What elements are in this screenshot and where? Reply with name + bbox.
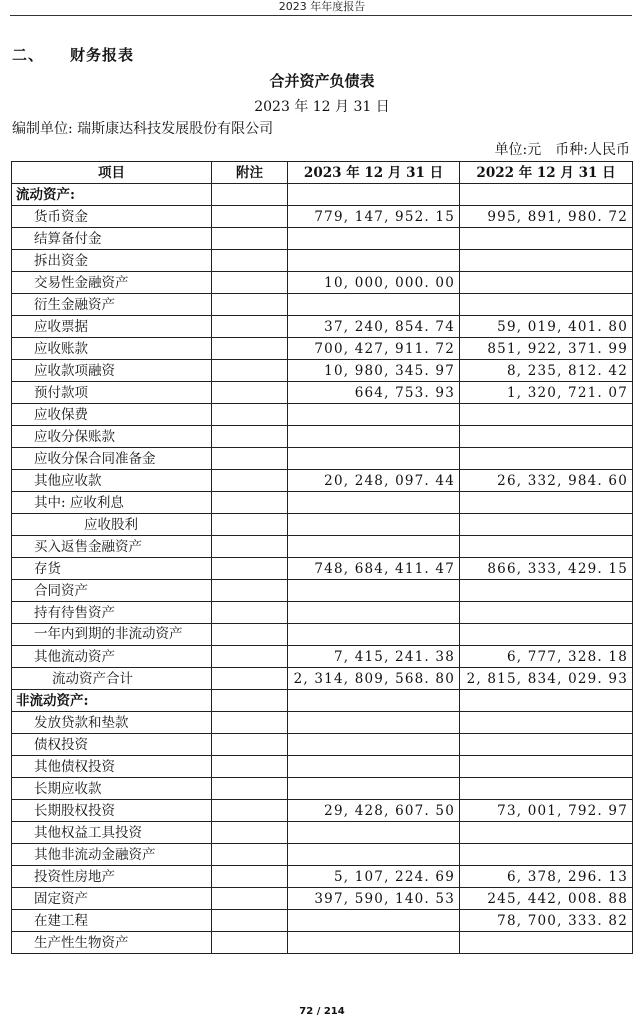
row-value-2023: 664, 753. 93: [288, 382, 460, 404]
row-value-2023: [288, 426, 460, 448]
table-row: [12, 206, 633, 228]
row-value-2022: 6, 378, 296. 13: [460, 866, 633, 888]
row-item-label: 结算备付金: [12, 228, 212, 250]
row-value-2023: [288, 250, 460, 272]
row-value-2023: [288, 690, 460, 712]
table-row: [12, 866, 633, 888]
row-note: [212, 734, 288, 756]
row-note: [212, 316, 288, 338]
row-value-2023: 10, 980, 345. 97: [288, 360, 460, 382]
row-note: [212, 756, 288, 778]
row-item-label: 其他流动资产: [12, 646, 212, 668]
row-value-2022: 59, 019, 401. 80: [460, 316, 633, 338]
row-value-2022: 866, 333, 429. 15: [460, 558, 633, 580]
table-row: [12, 228, 633, 250]
row-value-2023: 779, 147, 952. 15: [288, 206, 460, 228]
balance-sheet-table: [11, 161, 633, 954]
row-value-2022: [460, 536, 633, 558]
row-item-label: 长期股权投资: [12, 800, 212, 822]
row-value-2023: [288, 580, 460, 602]
row-item-label: 生产性生物资产: [12, 932, 212, 954]
table-row: [12, 910, 633, 932]
row-item-label: 应收分保账款: [12, 426, 212, 448]
row-item-label: 非流动资产:: [12, 690, 212, 712]
row-note: [212, 932, 288, 954]
column-header-item: 项目: [12, 162, 212, 184]
currency-label: 币种:人民币: [555, 142, 630, 158]
header-divider: [10, 15, 632, 16]
row-value-2022: [460, 492, 633, 514]
row-value-2022: 26, 332, 984. 60: [460, 470, 633, 492]
row-item-label: 流动资产合计: [12, 668, 212, 690]
table-row: [12, 734, 633, 756]
row-value-2023: [288, 778, 460, 800]
column-header-2023: 2023 年 12 月 31 日: [288, 162, 460, 184]
row-value-2023: [288, 492, 460, 514]
row-item-label: 应收款项融资: [12, 360, 212, 382]
row-value-2022: 2, 815, 834, 029. 93: [460, 668, 633, 690]
row-item-label: 应收账款: [12, 338, 212, 360]
row-value-2023: [288, 844, 460, 866]
row-item-label: 拆出资金: [12, 250, 212, 272]
row-item-label: 发放贷款和垫款: [12, 712, 212, 734]
row-value-2022: [460, 426, 633, 448]
table-row: [12, 646, 633, 668]
table-row: [12, 602, 633, 624]
row-note: [212, 844, 288, 866]
row-value-2022: [460, 184, 633, 206]
row-value-2022: 1, 320, 721. 07: [460, 382, 633, 404]
unit-currency-line: [495, 139, 630, 159]
row-note: [212, 602, 288, 624]
row-item-label: 债权投资: [12, 734, 212, 756]
row-note: [212, 624, 288, 646]
row-note: [212, 712, 288, 734]
table-row: [12, 536, 633, 558]
table-header-row: [12, 162, 633, 184]
row-item-label: 长期应收款: [12, 778, 212, 800]
table-row: [12, 470, 633, 492]
row-note: [212, 338, 288, 360]
row-item-label: 应收保费: [12, 404, 212, 426]
row-value-2023: [288, 228, 460, 250]
row-value-2022: 245, 442, 008. 88: [460, 888, 633, 910]
table-row: [12, 492, 633, 514]
row-note: [212, 470, 288, 492]
row-note: [212, 646, 288, 668]
row-value-2022: 8, 235, 812. 42: [460, 360, 633, 382]
row-item-label: 应收票据: [12, 316, 212, 338]
row-value-2023: [288, 910, 460, 932]
table-row: [12, 360, 633, 382]
table-row: [12, 448, 633, 470]
row-item-label: 投资性房地产: [12, 866, 212, 888]
row-item-label: 流动资产:: [12, 184, 212, 206]
row-note: [212, 382, 288, 404]
column-header-note: 附注: [212, 162, 288, 184]
section-title: 财务报表: [70, 46, 135, 64]
table-row: [12, 668, 633, 690]
row-item-label: 存货: [12, 558, 212, 580]
row-item-label: 一年内到期的非流动资产: [12, 624, 212, 646]
row-value-2023: 20, 248, 097. 44: [288, 470, 460, 492]
row-note: [212, 294, 288, 316]
row-item-label: 买入返售金融资产: [12, 536, 212, 558]
row-value-2023: [288, 536, 460, 558]
row-value-2023: [288, 602, 460, 624]
row-value-2023: 5, 107, 224. 69: [288, 866, 460, 888]
row-note: [212, 778, 288, 800]
row-value-2023: 7, 415, 241. 38: [288, 646, 460, 668]
row-value-2022: 995, 891, 980. 72: [460, 206, 633, 228]
table-row: [12, 250, 633, 272]
section-heading: [12, 44, 134, 65]
row-note: [212, 514, 288, 536]
row-value-2022: [460, 448, 633, 470]
table-row: [12, 756, 633, 778]
table-row: [12, 690, 633, 712]
row-item-label: 货币资金: [12, 206, 212, 228]
row-value-2022: [460, 228, 633, 250]
table-row: [12, 404, 633, 426]
row-item-label: 其他权益工具投资: [12, 822, 212, 844]
table-row: [12, 800, 633, 822]
row-note: [212, 800, 288, 822]
statement-date: 2023 年 12 月 31 日: [254, 99, 390, 115]
table-row: [12, 778, 633, 800]
row-value-2022: [460, 932, 633, 954]
table-row: [12, 272, 633, 294]
row-value-2022: [460, 690, 633, 712]
row-value-2023: [288, 294, 460, 316]
row-value-2022: [460, 294, 633, 316]
table-row: [12, 184, 633, 206]
row-note: [212, 250, 288, 272]
row-note: [212, 426, 288, 448]
row-note: [212, 448, 288, 470]
table-row: [12, 382, 633, 404]
row-item-label: 持有待售资产: [12, 602, 212, 624]
row-value-2023: 2, 314, 809, 568. 80: [288, 668, 460, 690]
row-note: [212, 206, 288, 228]
row-value-2022: [460, 624, 633, 646]
row-note: [212, 580, 288, 602]
preparing-entity: 编制单位: 瑞斯康达科技发展股份有限公司: [12, 121, 274, 137]
row-item-label: 其他应收款: [12, 470, 212, 492]
row-value-2023: [288, 756, 460, 778]
row-value-2023: [288, 514, 460, 536]
row-note: [212, 184, 288, 206]
row-value-2022: [460, 602, 633, 624]
row-note: [212, 228, 288, 250]
row-item-label: 衍生金融资产: [12, 294, 212, 316]
row-value-2022: 73, 001, 792. 97: [460, 800, 633, 822]
row-note: [212, 272, 288, 294]
table-row: [12, 514, 633, 536]
row-item-label: 预付款项: [12, 382, 212, 404]
row-value-2022: [460, 404, 633, 426]
row-value-2022: 78, 700, 333. 82: [460, 910, 633, 932]
row-item-label: 其中: 应收利息: [12, 492, 212, 514]
row-item-label: 固定资产: [12, 888, 212, 910]
row-value-2023: 10, 000, 000. 00: [288, 272, 460, 294]
row-value-2022: [460, 734, 633, 756]
page-header: 2023 年年度报告: [278, 0, 366, 13]
table-row: [12, 294, 633, 316]
row-value-2022: 6, 777, 328. 18: [460, 646, 633, 668]
table-row: [12, 316, 633, 338]
row-value-2022: 851, 922, 371. 99: [460, 338, 633, 360]
row-value-2022: [460, 272, 633, 294]
row-note: [212, 888, 288, 910]
row-item-label: 应收股利: [12, 514, 212, 536]
row-value-2023: 700, 427, 911. 72: [288, 338, 460, 360]
table-body: [12, 184, 633, 954]
row-value-2022: [460, 250, 633, 272]
row-value-2022: [460, 712, 633, 734]
section-number: 二、: [12, 46, 45, 64]
row-item-label: 合同资产: [12, 580, 212, 602]
row-value-2023: 29, 428, 607. 50: [288, 800, 460, 822]
row-value-2023: [288, 404, 460, 426]
row-item-label: 其他债权投资: [12, 756, 212, 778]
row-note: [212, 558, 288, 580]
unit-label: 单位:元: [494, 142, 542, 158]
row-item-label: 其他非流动金融资产: [12, 844, 212, 866]
row-note: [212, 866, 288, 888]
table-row: [12, 844, 633, 866]
row-value-2023: [288, 822, 460, 844]
row-value-2022: [460, 756, 633, 778]
row-value-2022: [460, 778, 633, 800]
row-note: [212, 690, 288, 712]
column-header-2022: 2022 年 12 月 31 日: [460, 162, 633, 184]
table-row: [12, 426, 633, 448]
row-value-2023: 748, 684, 411. 47: [288, 558, 460, 580]
row-value-2022: [460, 822, 633, 844]
row-note: [212, 492, 288, 514]
page-number: 72 / 214: [299, 1006, 345, 1017]
row-value-2023: [288, 184, 460, 206]
row-value-2023: [288, 448, 460, 470]
table-row: [12, 712, 633, 734]
row-item-label: 交易性金融资产: [12, 272, 212, 294]
row-note: [212, 404, 288, 426]
row-value-2022: [460, 514, 633, 536]
table-row: [12, 558, 633, 580]
table-row: [12, 624, 633, 646]
row-value-2023: 37, 240, 854. 74: [288, 316, 460, 338]
table-row: [12, 888, 633, 910]
row-value-2023: 397, 590, 140. 53: [288, 888, 460, 910]
row-note: [212, 536, 288, 558]
table-row: [12, 338, 633, 360]
table-row: [12, 822, 633, 844]
row-value-2023: [288, 624, 460, 646]
row-note: [212, 910, 288, 932]
statement-title: 合并资产负债表: [269, 72, 375, 90]
row-value-2023: [288, 734, 460, 756]
row-value-2022: [460, 844, 633, 866]
row-note: [212, 822, 288, 844]
row-note: [212, 668, 288, 690]
row-value-2023: [288, 932, 460, 954]
row-item-label: 在建工程: [12, 910, 212, 932]
table-row: [12, 580, 633, 602]
row-value-2022: [460, 580, 633, 602]
row-note: [212, 360, 288, 382]
row-item-label: 应收分保合同准备金: [12, 448, 212, 470]
table-row: [12, 932, 633, 954]
row-value-2023: [288, 712, 460, 734]
